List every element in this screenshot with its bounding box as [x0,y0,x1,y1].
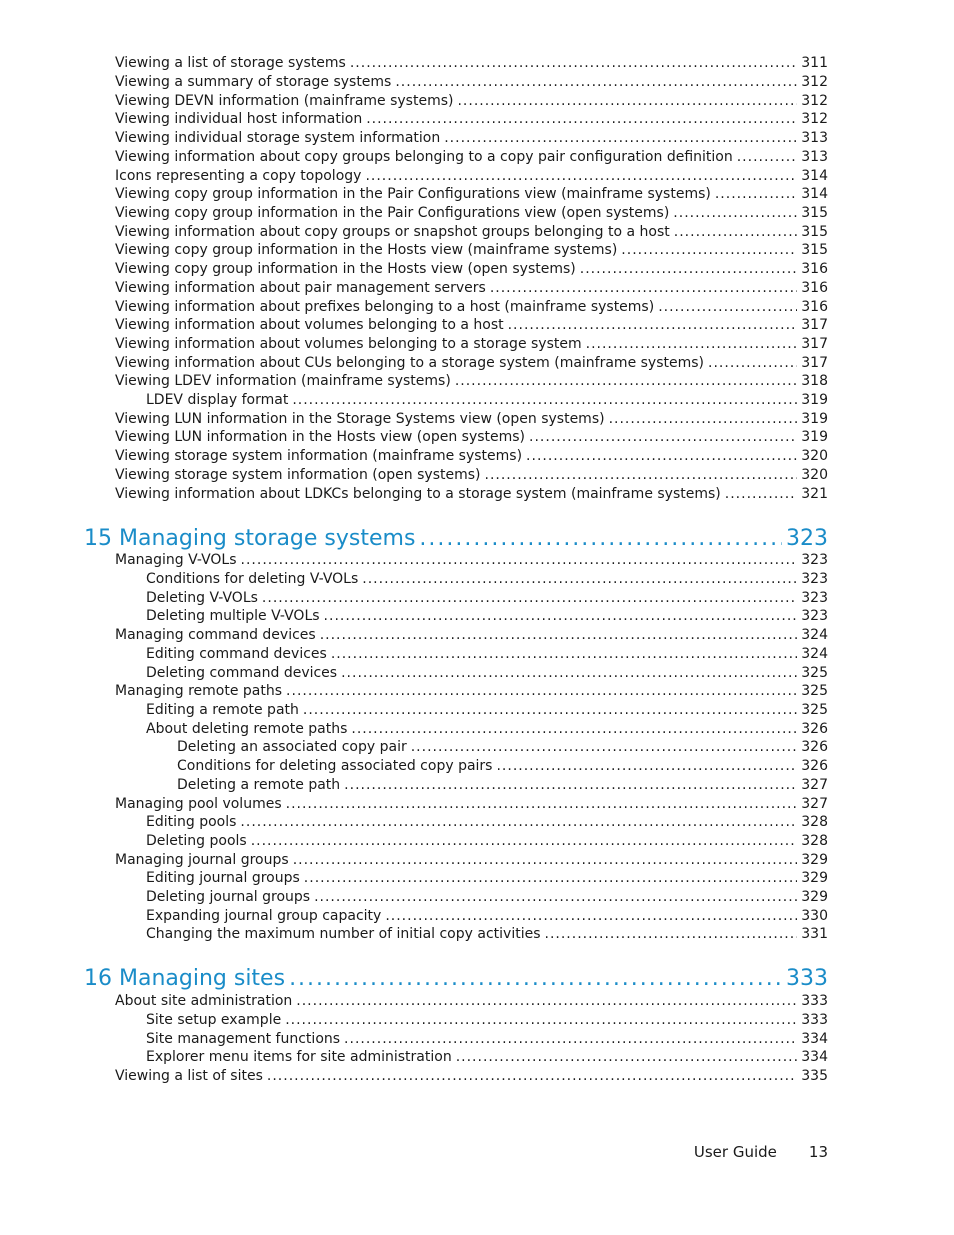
toc-entry-title: Deleting V-VOLs [146,590,258,606]
toc-entry-page: 329 [801,889,828,905]
toc-entry-title: Viewing individual storage system information [115,130,441,146]
toc-entry-title: Managing pool volumes [115,796,282,812]
toc-entry-title: Explorer menu items for site administration [146,1049,452,1065]
toc-entry[interactable] [146,888,828,907]
toc-entry-page: 329 [801,870,828,886]
toc-entry[interactable] [115,551,828,570]
leader-dots [286,795,798,814]
toc-entry-page: 314 [801,168,828,184]
toc-entry-title: Viewing information about LDKCs belonging to a storage system (mainframe systems) [115,486,721,502]
toc-entry-page: 313 [801,130,828,146]
leader-dots [292,391,797,410]
toc-entry[interactable] [177,757,828,776]
toc-entry-page: 316 [801,280,828,296]
leader-dots [455,372,797,391]
toc-entry-title: About site administration [115,993,293,1009]
toc-entry[interactable] [115,298,828,317]
toc-entry-title: Viewing information about CUs belonging to a storage system (mainframe systems) [115,355,705,371]
toc-entry-page: 317 [801,317,828,333]
leader-dots [366,110,797,129]
leader-dots [545,925,798,944]
leader-dots [658,298,797,317]
toc-entry-title: Viewing copy group information in the Pair Configurations view (mainframe systems) [115,186,711,202]
leader-dots [293,851,798,870]
toc-entry-title: Deleting command devices [146,665,338,681]
footer-page-number: 13 [808,1143,828,1161]
toc-entry-title: Deleting a remote path [177,777,341,793]
toc-entry-title: Editing pools [146,814,237,830]
toc-entry[interactable] [115,204,828,223]
toc-entry[interactable] [115,92,828,111]
toc-entry-title: Managing journal groups [115,852,289,868]
toc-entry-page: 323 [801,571,828,587]
leader-dots [674,223,798,242]
toc-entry-page: 333 [801,993,828,1009]
leader-dots [320,626,798,645]
toc-entry-page: 316 [801,261,828,277]
toc-entry-title: Viewing LDEV information (mainframe systems) [115,373,451,389]
toc-entry-title: Viewing individual host information [115,111,363,127]
toc-entry[interactable] [115,260,828,279]
toc-entry-page: 328 [801,814,828,830]
toc-entry[interactable] [146,391,828,410]
toc-entry-title: Viewing a list of sites [115,1068,263,1084]
toc-entry[interactable] [115,428,828,447]
toc-entry[interactable] [115,279,828,298]
toc-entry-title: Viewing LUN information in the Hosts view (open systems) [115,429,526,445]
toc-entry-page: 327 [801,777,828,793]
toc-entry-title: Changing the maximum number of initial copy activities [146,926,541,942]
leader-dots [715,185,797,204]
toc-entry-page: 333 [801,1012,828,1028]
toc-entry[interactable] [146,607,828,626]
toc-entry-page: 326 [801,739,828,755]
leader-dots [444,129,797,148]
toc-entry-title: About deleting remote paths [146,721,348,737]
toc-entry[interactable] [146,925,828,944]
leader-dots [331,645,797,664]
leader-dots [341,664,797,683]
leader-dots [241,551,798,570]
toc-entry-page: 321 [801,486,828,502]
toc-entry[interactable] [146,813,828,832]
leader-dots [485,466,798,485]
toc-entry-page: 335 [801,1068,828,1084]
toc-entry[interactable] [115,372,828,391]
toc-entry-title: Viewing copy group information in the Hosts view (open systems) [115,261,576,277]
chapter-heading[interactable] [84,524,828,554]
toc-entry-page: 318 [801,373,828,389]
toc-entry-title: Deleting journal groups [146,889,311,905]
toc-entry-page: 312 [801,111,828,127]
toc-entry-title: Editing a remote path [146,702,299,718]
toc-entry-page: 331 [801,926,828,942]
toc-entry-page: 320 [801,448,828,464]
toc-entry[interactable] [115,992,828,1011]
toc-entry-title: Site setup example [146,1012,282,1028]
toc-entry-page: 325 [801,665,828,681]
toc-entry[interactable] [115,354,828,373]
leader-dots [621,241,797,260]
toc-entry-page: 324 [801,627,828,643]
leader-dots [419,524,782,554]
toc-entry-page: 327 [801,796,828,812]
toc-entry[interactable] [146,570,828,589]
toc-entry[interactable] [115,54,828,73]
toc-entry-title: Viewing a summary of storage systems [115,74,392,90]
toc-entry[interactable] [115,129,828,148]
toc-entry-title: Viewing LUN information in the Storage Systems view (open systems) [115,411,605,427]
leader-dots [490,279,797,298]
toc-entry[interactable] [115,447,828,466]
leader-dots [344,776,797,795]
toc-entry-title: Viewing storage system information (open systems) [115,467,481,483]
toc-entry-page: 334 [801,1031,828,1047]
toc-entry-page: 317 [801,355,828,371]
toc-entry-page: 330 [801,908,828,924]
toc-entry-page: 315 [801,242,828,258]
toc-entry-page: 329 [801,852,828,868]
toc-entry-page: 314 [801,186,828,202]
toc-entry-page: 326 [801,721,828,737]
leader-dots [708,354,797,373]
toc-entry[interactable] [115,241,828,260]
toc-entry-title: Editing journal groups [146,870,300,886]
toc-entry-page: 311 [801,55,828,71]
toc-entry[interactable] [146,645,828,664]
toc-entry-title: Viewing a list of storage systems [115,55,346,71]
toc-entry[interactable] [177,776,828,795]
chapter-heading[interactable] [84,964,828,994]
toc-entry[interactable] [146,869,828,888]
toc-entry-title: Managing command devices [115,627,316,643]
leader-dots [395,73,797,92]
toc-entry-title: Managing V-VOLs [115,552,237,568]
toc-entry-title: Viewing information about volumes belonging to a storage system [115,336,582,352]
chapter-title: 15 Managing storage systems [84,526,416,551]
toc-entry-page: 323 [801,608,828,624]
toc-entry-title: Conditions for deleting V-VOLs [146,571,359,587]
toc-entry-page: 325 [801,702,828,718]
toc-entry[interactable] [115,1067,828,1086]
toc-entry-title: Managing remote paths [115,683,283,699]
toc-entry[interactable] [146,1048,828,1067]
leader-dots [314,888,797,907]
toc-entry[interactable] [146,1030,828,1049]
chapter-page: 333 [786,966,828,991]
toc-entry-title: Editing command devices [146,646,327,662]
toc-entry-title: Viewing DEVN information (mainframe systems) [115,93,454,109]
leader-dots [496,757,797,776]
toc-entry-page: 323 [801,552,828,568]
toc-entry-title: Site management functions [146,1031,341,1047]
toc-entry-title: Deleting multiple V-VOLs [146,608,320,624]
leader-dots [526,447,797,466]
leader-dots [365,167,797,186]
leader-dots [673,204,797,223]
leader-dots [304,869,797,888]
leader-dots [725,485,798,504]
toc-entry-title: Viewing information about prefixes belonging to a host (mainframe systems) [115,299,655,315]
leader-dots [580,260,798,279]
toc-entry-page: 316 [801,299,828,315]
chapter-page: 323 [786,526,828,551]
toc-entry-title: Viewing copy group information in the Hosts view (mainframe systems) [115,242,618,258]
leader-dots [586,335,798,354]
toc-entry-page: 334 [801,1049,828,1065]
leader-dots [351,720,797,739]
toc-entry-title: Icons representing a copy topology [115,168,362,184]
toc-entry[interactable] [115,410,828,429]
toc-entry-page: 319 [801,392,828,408]
toc-entry-title: Viewing information about copy groups belonging to a copy pair configuration definition [115,149,733,165]
toc-entry-page: 312 [801,74,828,90]
toc-entry[interactable] [115,167,828,186]
page-footer [694,1143,828,1161]
toc-entry[interactable] [115,485,828,504]
toc-entry[interactable] [146,701,828,720]
toc-entry-page: 313 [801,149,828,165]
leader-dots [303,701,797,720]
toc-entry-page: 315 [801,224,828,240]
toc-entry-page: 317 [801,336,828,352]
toc-entry-title: Viewing information about volumes belonging to a host [115,317,504,333]
toc-entry[interactable] [115,316,828,335]
toc-entry-page: 324 [801,646,828,662]
toc-entry-title: LDEV display format [146,392,289,408]
toc-entry-page: 326 [801,758,828,774]
toc-entry[interactable] [115,466,828,485]
leader-dots [267,1067,797,1086]
leader-dots [286,682,797,701]
toc-entry[interactable] [115,682,828,701]
toc-entry-title: Deleting pools [146,833,247,849]
toc-entry-page: 312 [801,93,828,109]
toc-entry-title: Viewing information about pair management servers [115,280,486,296]
toc-entry[interactable] [115,795,828,814]
leader-dots [240,813,797,832]
leader-dots [456,1048,798,1067]
toc-entry[interactable] [115,335,828,354]
leader-dots [289,964,782,994]
toc-entry[interactable] [115,626,828,645]
toc-entry[interactable] [115,148,828,167]
footer-doc-name: User Guide [693,1143,777,1161]
toc-entry[interactable] [115,73,828,92]
leader-dots [350,54,797,73]
leader-dots [385,907,797,926]
leader-dots [457,92,797,111]
toc-entry-page: 319 [801,411,828,427]
toc-entry-page: 320 [801,467,828,483]
toc-entry-title: Deleting an associated copy pair [177,739,407,755]
toc-entry[interactable] [146,589,828,608]
leader-dots [362,570,797,589]
toc-entry[interactable] [115,223,828,242]
toc-entry[interactable] [177,738,828,757]
toc-entry-title: Viewing copy group information in the Pair Configurations view (open systems) [115,205,670,221]
leader-dots [411,738,798,757]
leader-dots [285,1011,797,1030]
toc-entry-title: Viewing storage system information (mainframe systems) [115,448,523,464]
toc-entry-page: 315 [801,205,828,221]
leader-dots [251,832,798,851]
leader-dots [529,428,797,447]
leader-dots [508,316,798,335]
toc-entry-title: Expanding journal group capacity [146,908,382,924]
toc-entry-page: 325 [801,683,828,699]
leader-dots [324,607,798,626]
leader-dots [296,992,797,1011]
toc-entry-page: 323 [801,590,828,606]
toc-entry-page: 328 [801,833,828,849]
toc-entry[interactable] [146,832,828,851]
toc-entry[interactable] [115,110,828,129]
toc-entry-title: Conditions for deleting associated copy pairs [177,758,493,774]
toc-entry[interactable] [146,664,828,683]
leader-dots [344,1030,797,1049]
leader-dots [737,148,798,167]
leader-dots [262,589,797,608]
toc-entry[interactable] [146,1011,828,1030]
toc-entry[interactable] [146,907,828,926]
toc-entry[interactable] [115,185,828,204]
chapter-title: 16 Managing sites [84,966,286,991]
toc-entry[interactable] [146,720,828,739]
leader-dots [609,410,798,429]
toc-entry-title: Viewing information about copy groups or snapshot groups belonging to a host [115,224,670,240]
toc-entry-page: 319 [801,429,828,445]
toc-entry[interactable] [115,851,828,870]
